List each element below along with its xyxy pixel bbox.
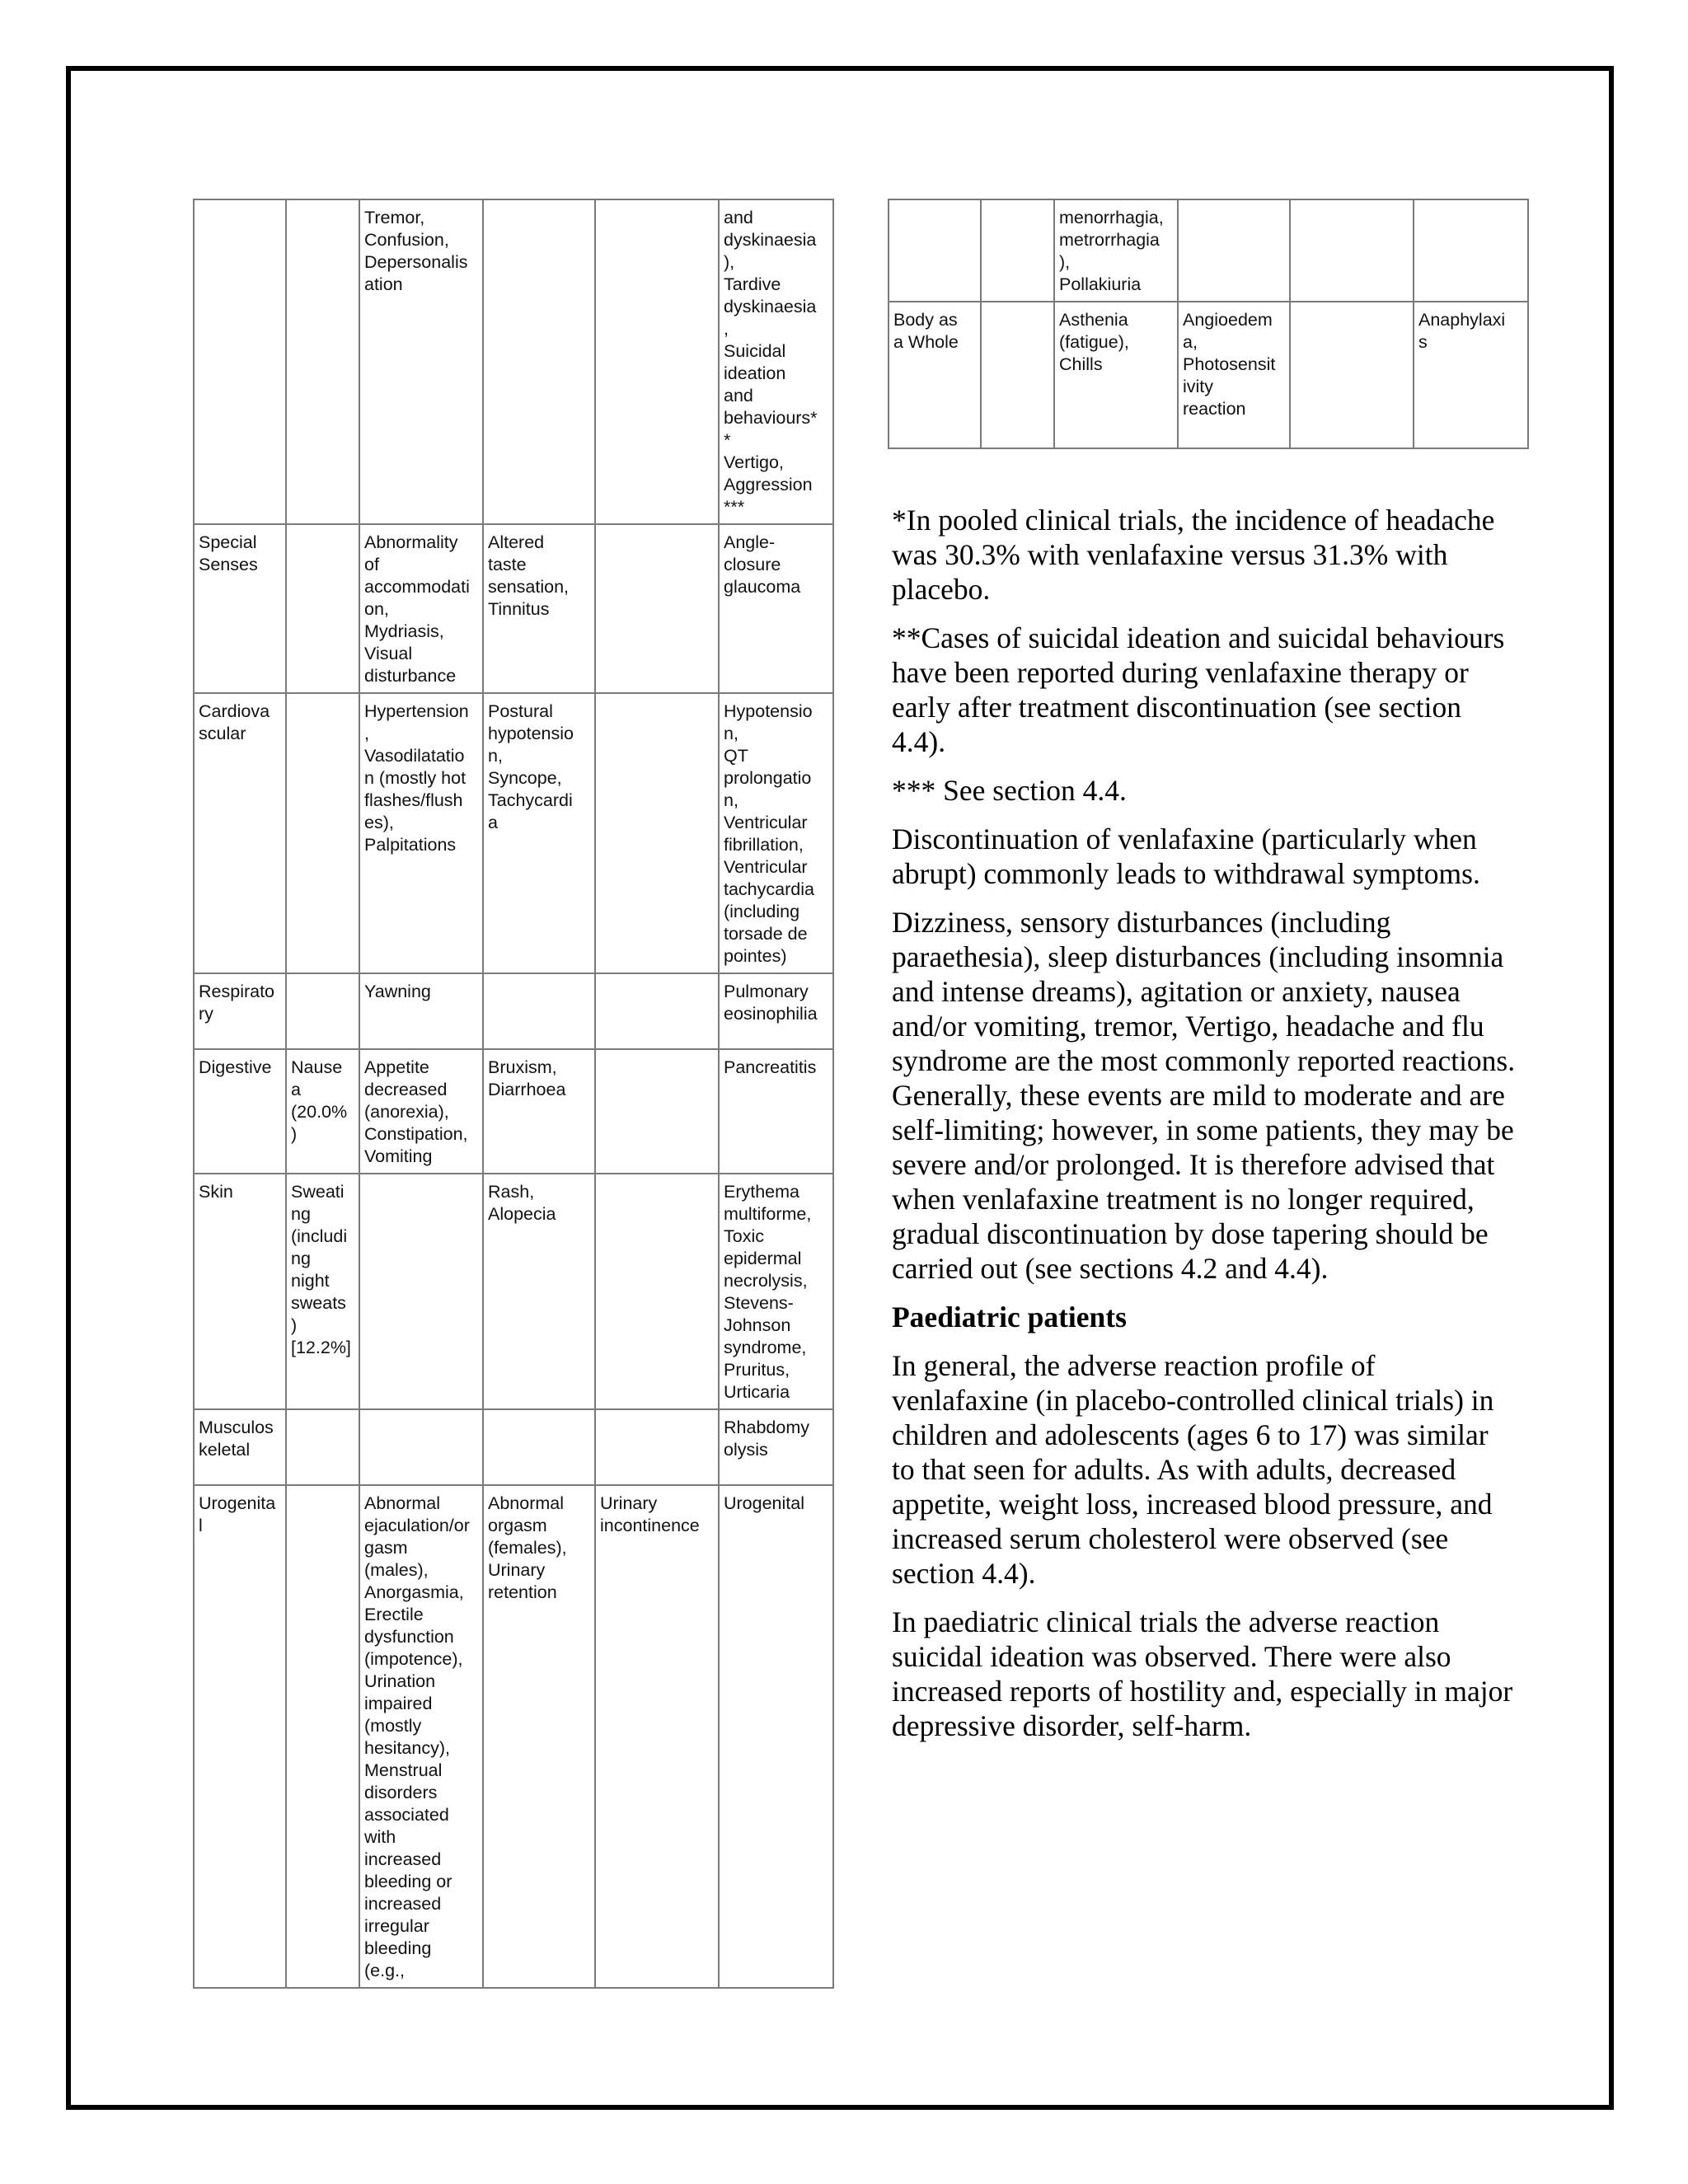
table-cell: and dyskinaesia ), Tardive dyskinaesia , Suicidal ideation and behaviours* * Vertigo, Aggression ***: [719, 199, 833, 524]
table-cell: [286, 693, 359, 973]
table-cell: [1414, 199, 1528, 302]
table-cell: Abnormality of accommodati on, Mydriasis, Visual disturbance: [359, 524, 483, 693]
table-cell: Respirato ry: [194, 973, 286, 1049]
table-cell: Abnormal ejaculation/or gasm (males), Anorgasmia, Erectile dysfunction (impotence), Urination impaired (mostly hesitancy), Menstrual disorders associated with increased bleeding or increased irregular bleeding (e.g.,: [359, 1485, 483, 1988]
table-cell: [286, 973, 359, 1049]
table-cell: [1290, 302, 1414, 448]
table-cell: [286, 1409, 359, 1485]
table-cell: [483, 199, 595, 524]
table-cell: menorrhagia, metrorrhagia ), Pollakiuria: [1054, 199, 1178, 302]
table-cell: Erythema multiforme, Toxic epidermal necrolysis, Stevens- Johnson syndrome, Pruritus, Urticaria: [719, 1174, 833, 1409]
table-cell: Tremor, Confusion, Depersonalis ation: [359, 199, 483, 524]
body-text: [892, 503, 1518, 1757]
table-cell: Urogenital: [719, 1485, 833, 1988]
table-cell: Angle- closure glaucoma: [719, 524, 833, 693]
table-cell: Hypertension , Vasodilatatio n (mostly hot flashes/flush es), Palpitations: [359, 693, 483, 973]
table-cell: [1178, 199, 1290, 302]
table-row: [194, 1409, 833, 1485]
table-cell: Postural hypotensio n, Syncope, Tachycardi a: [483, 693, 595, 973]
table-cell: Appetite decreased (anorexia), Constipation, Vomiting: [359, 1049, 483, 1174]
table-cell: [981, 199, 1054, 302]
table-cell: Anaphylaxi s: [1414, 302, 1528, 448]
table-cell: [595, 973, 719, 1049]
table-cell: Body as a Whole: [889, 302, 981, 448]
footnote-headache: *In pooled clinical trials, the incidence of headache was 30.3% with venlafaxine versus 31.3% with placebo.: [892, 504, 1495, 606]
table-row: [194, 1485, 833, 1988]
table-cell: Urinary incontinence: [595, 1485, 719, 1988]
table-cell: Altered taste sensation, Tinnitus: [483, 524, 595, 693]
table-cell: [595, 1174, 719, 1409]
table-row: [194, 693, 833, 973]
table-cell: [595, 1049, 719, 1174]
table-row: [889, 302, 1528, 448]
table-cell: [194, 199, 286, 524]
table-row: [194, 199, 833, 524]
table-row: [194, 1049, 833, 1174]
table-cell: Abnormal orgasm (females), Urinary retention: [483, 1485, 595, 1988]
section-heading-paediatric: Paediatric patients: [892, 1301, 1127, 1333]
table-cell: Sweati ng (includi ng night sweats ) [12.2%]: [286, 1174, 359, 1409]
table-cell: [359, 1409, 483, 1485]
table-cell: Urogenita l: [194, 1485, 286, 1988]
table-cell: Hypotensio n, QT prolongatio n, Ventricular fibrillation, Ventricular tachycardia (including torsade de pointes): [719, 693, 833, 973]
table-cell: [483, 973, 595, 1049]
table-row: [194, 1174, 833, 1409]
table-cell: Angioedem a, Photosensit ivity reaction: [1178, 302, 1290, 448]
table-cell: Pulmonary eosinophilia: [719, 973, 833, 1049]
table-row: [194, 524, 833, 693]
footnote-section-reference: *** See section 4.4.: [892, 774, 1127, 807]
table-cell: [359, 1174, 483, 1409]
table-cell: Asthenia (fatigue), Chills: [1054, 302, 1178, 448]
adverse-reactions-table-right: [888, 199, 1529, 449]
table-cell: Bruxism, Diarrhoea: [483, 1049, 595, 1174]
table-cell: [483, 1409, 595, 1485]
table-row: [194, 973, 833, 1049]
table-cell: Cardiova scular: [194, 693, 286, 973]
table-cell: Pancreatitis: [719, 1049, 833, 1174]
table-row: [889, 199, 1528, 302]
paragraph-paediatric-suicidal: In paediatric clinical trials the adverse reaction suicidal ideation was observed. There were also increased reports of hostility and, especially in major depressive disorder, self-harm.: [892, 1605, 1513, 1742]
footnote-suicidal-ideation: **Cases of suicidal ideation and suicidal behaviours have been reported during venlafaxine therapy or early after treatment discontinuation (see section 4.4).: [892, 621, 1505, 758]
table-cell: [981, 302, 1054, 448]
table-cell: [595, 693, 719, 973]
table-cell: [889, 199, 981, 302]
table-cell: Yawning: [359, 973, 483, 1049]
table-cell: [595, 1409, 719, 1485]
table-cell: Special Senses: [194, 524, 286, 693]
paragraph-discontinuation: Discontinuation of venlafaxine (particularly when abrupt) commonly leads to withdrawal symptoms.: [892, 823, 1480, 890]
table-cell: [286, 199, 359, 524]
table-cell: Musculos keletal: [194, 1409, 286, 1485]
table-cell: [1290, 199, 1414, 302]
table-cell: [286, 524, 359, 693]
table-cell: [595, 524, 719, 693]
table-cell: Rhabdomy olysis: [719, 1409, 833, 1485]
table-cell: Skin: [194, 1174, 286, 1409]
table-cell: Rash, Alopecia: [483, 1174, 595, 1409]
adverse-reactions-table-left: [193, 199, 834, 1989]
paragraph-withdrawal-symptoms: Dizziness, sensory disturbances (including paraethesia), sleep disturbances (including insomnia and intense dreams), agitation or anxiety, nausea and/or vomiting, tremor, Vertigo, headache and flu syndrome are the most commonly reported reactions. Generally, these events are mild to moderate and are self-limiting; however, in some patients, they may be severe and/or prolonged. It is therefore advised that when venlafaxine treatment is no longer required, gradual discontinuation by dose tapering should be carried out (see sections 4.2 and 4.4).: [892, 906, 1516, 1285]
table-cell: [286, 1485, 359, 1988]
table-cell: Digestive: [194, 1049, 286, 1174]
table-cell: Nause a (20.0% ): [286, 1049, 359, 1174]
table-cell: [595, 199, 719, 524]
paragraph-paediatric-profile: In general, the adverse reaction profile of venlafaxine (in placebo-controlled clinical trials) in children and adolescents (ages 6 to 17) was similar to that seen for adults. As with adults, decreased appetite, weight loss, increased blood pressure, and increased serum cholesterol were observed (see section 4.4).: [892, 1349, 1494, 1590]
